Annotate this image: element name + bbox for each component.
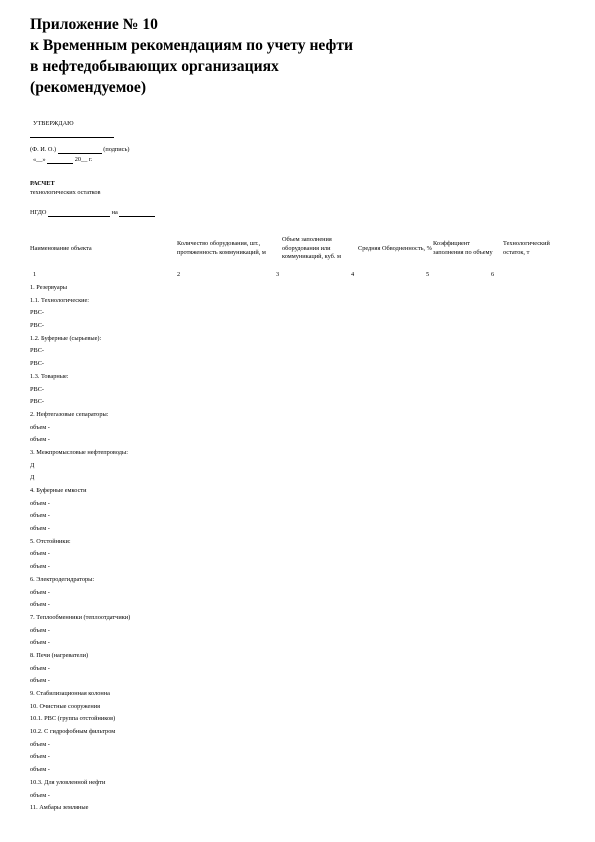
approve-label: УТВЕРЖДАЮ (33, 120, 74, 127)
title-line-2: к Временным рекомендациям по учету нефти (30, 37, 353, 54)
signature-label: (подпись) (103, 146, 130, 153)
table-row: РВС- (30, 360, 44, 368)
table-row: объем - (30, 766, 50, 774)
table-row: объем - (30, 499, 50, 507)
column-number-1: 1 (33, 271, 37, 278)
table-row: объем - (30, 512, 50, 520)
date-month-line (47, 156, 73, 164)
table-row: РВС- (30, 322, 44, 330)
table-row: РВС- (30, 385, 44, 393)
header-object-name: Наименование объекта (30, 244, 92, 252)
table-row: объем - (30, 423, 50, 431)
table-row: объем - (30, 588, 50, 596)
table-row: Д (30, 474, 35, 482)
table-row: РВС- (30, 309, 44, 317)
date-suffix: 20__ г. (74, 156, 93, 163)
header-fill-volume: Объем заполнения оборудования или коммуникаций, куб. м (282, 236, 342, 261)
table-row: 1. Резервуары (30, 284, 68, 291)
fio-label: (Ф. И. О.) (30, 146, 57, 153)
document-title (30, 14, 353, 98)
table-row: 6. Электродегидраторы: (30, 575, 95, 583)
table-row: объем - (30, 740, 50, 748)
table-row: объем - (30, 525, 50, 533)
table-row: РВС- (30, 398, 44, 406)
ngdo-line (30, 209, 155, 217)
title-line-4: (рекомендуемое) (30, 79, 147, 96)
column-number-4: 4 (351, 271, 355, 278)
column-number-5: 5 (426, 271, 430, 278)
calc-heading: РАСЧЕТ (30, 180, 55, 187)
table-row: объем - (30, 601, 50, 609)
table-row: 4. Буферные емкости (30, 487, 87, 494)
table-row: 1.2. Буферные (сырьевые): (30, 334, 102, 342)
table-row: РВС- (30, 347, 44, 355)
table-row: 10.2. С гидрофобным фильтром (30, 728, 116, 736)
date-prefix: «__» (33, 156, 46, 163)
calc-table-header (30, 229, 570, 269)
header-tech-residue: Технологический остаток, т (503, 240, 550, 256)
table-row: объем - (30, 677, 50, 685)
table-row: объем - (30, 791, 50, 799)
object-rows (30, 284, 130, 817)
table-row: объем - (30, 563, 50, 571)
date-underline (119, 209, 155, 217)
header-fill-coefficient: Коэффициент заполнения по объему (433, 240, 493, 256)
column-number-2: 2 (177, 271, 181, 278)
ngdo-underline (48, 209, 110, 217)
table-row: 10.1. РВС (группа отстойников) (30, 715, 116, 723)
table-row: объем - (30, 753, 50, 761)
fio-line (30, 146, 129, 154)
table-row: 10. Очистные сооружения (30, 702, 100, 710)
table-row: 1.3. Товарные: (30, 372, 69, 380)
table-row: объем - (30, 639, 50, 647)
table-row: Д (30, 461, 35, 469)
table-row: 9. Стабилизационная колонна (30, 690, 110, 697)
table-row: 1.1. Технологические: (30, 296, 90, 304)
fio-underline (58, 146, 102, 154)
ngdo-label: НГДО (30, 209, 47, 216)
table-row: объем - (30, 664, 50, 672)
title-line-3: в нефтедобывающих организациях (30, 58, 279, 75)
table-row: объем - (30, 550, 50, 558)
header-equipment-count: Количество оборудования, шт., протяженность коммуникаций, м (177, 240, 266, 256)
header-water-cut: Средняя Обводненность, % (358, 244, 432, 252)
table-row: 7. Теплообменники (теплоотдатчики) (30, 613, 131, 621)
approver-line (30, 137, 114, 138)
table-row: 8. Печи (нагреватели) (30, 651, 89, 659)
calc-subheading: технологических остатков (30, 189, 101, 196)
na-label: на (111, 209, 118, 216)
table-row: объем - (30, 626, 50, 634)
table-row: 11. Амбары земляные (30, 804, 89, 812)
table-row: 3. Межпромысловые нефтепроводы: (30, 448, 128, 456)
column-number-6: 6 (491, 271, 495, 278)
column-number-3: 3 (276, 271, 280, 278)
approval-date (33, 156, 92, 164)
table-row: 5. Отстойники: (30, 537, 71, 545)
table-row: 10.3. Для уловленной нефти (30, 778, 106, 786)
table-row: 2. Нефтегазовые сепараторы: (30, 410, 109, 418)
title-line-1: Приложение № 10 (30, 16, 158, 33)
table-row: объем - (30, 436, 50, 444)
